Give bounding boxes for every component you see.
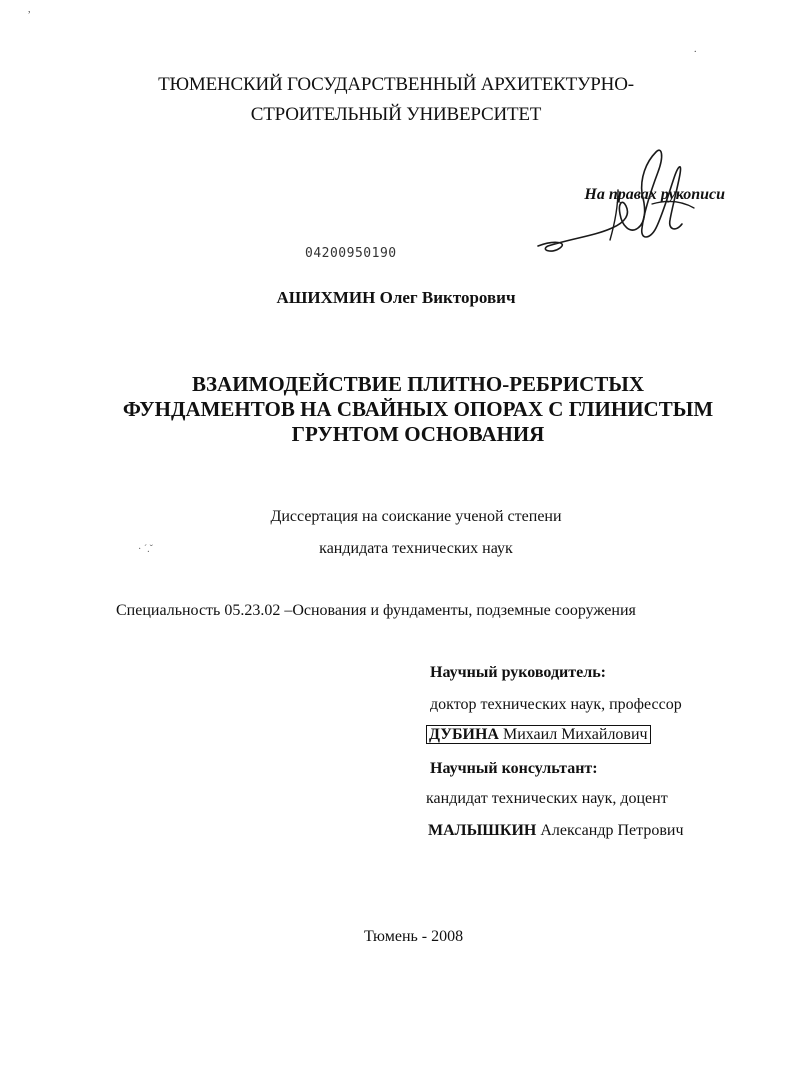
city-year: Тюмень - 2008 bbox=[364, 928, 464, 945]
supervisor-given-names: Михаил Михайлович bbox=[502, 726, 648, 743]
consultant-rank: кандидат технических наук, доцент bbox=[426, 790, 668, 807]
manuscript-rights-label: На правах рукописи bbox=[584, 186, 725, 203]
consultant-surname: МАЛЫШКИН bbox=[428, 822, 537, 839]
thesis-title-line3: ГРУНТОМ ОСНОВАНИЯ bbox=[291, 422, 545, 446]
supervisor-surname: ДУБИНА bbox=[429, 726, 499, 743]
consultant-name bbox=[428, 822, 683, 840]
scan-speck: , bbox=[28, 4, 31, 15]
specialty-line: Специальность 05.23.02 –Основания и фундаменты, подземные сооружения bbox=[116, 602, 636, 619]
consultant-given-names: Александр Петрович bbox=[540, 822, 684, 839]
thesis-title-line2: ФУНДАМЕНТОВ НА СВАЙНЫХ ОПОРАХ С ГЛИНИСТЫМ bbox=[122, 397, 714, 421]
supervisor-name bbox=[426, 726, 651, 744]
registration-number: 04200950190 bbox=[305, 246, 397, 261]
scan-speck: . bbox=[694, 44, 697, 55]
supervisor-rank: доктор технических наук, профессор bbox=[430, 696, 682, 713]
consultant-heading: Научный консультант: bbox=[430, 760, 598, 777]
degree-line2: кандидата технических наук bbox=[319, 540, 513, 557]
university-name-line2: СТРОИТЕЛЬНЫЙ УНИВЕРСИТЕТ bbox=[250, 104, 542, 125]
author-name bbox=[0, 288, 792, 308]
supervisor-heading: Научный руководитель: bbox=[430, 664, 606, 681]
author-given-names: Олег Викторович bbox=[379, 288, 516, 307]
university-name-line1: ТЮМЕНСКИЙ ГОСУДАРСТВЕННЫЙ АРХИТЕКТУРНО- bbox=[158, 74, 634, 95]
author-surname: АШИХМИН bbox=[276, 288, 376, 307]
thesis-title-line1: ВЗАИМОДЕЙСТВИЕ ПЛИТНО-РЕБРИСТЫХ bbox=[191, 372, 645, 396]
supervisor-name-box bbox=[426, 725, 651, 744]
scan-speck: · ˊ.ˇ bbox=[138, 544, 153, 555]
degree-line1: Диссертация на соискание ученой степени bbox=[270, 508, 562, 525]
handwritten-signature bbox=[534, 148, 734, 260]
